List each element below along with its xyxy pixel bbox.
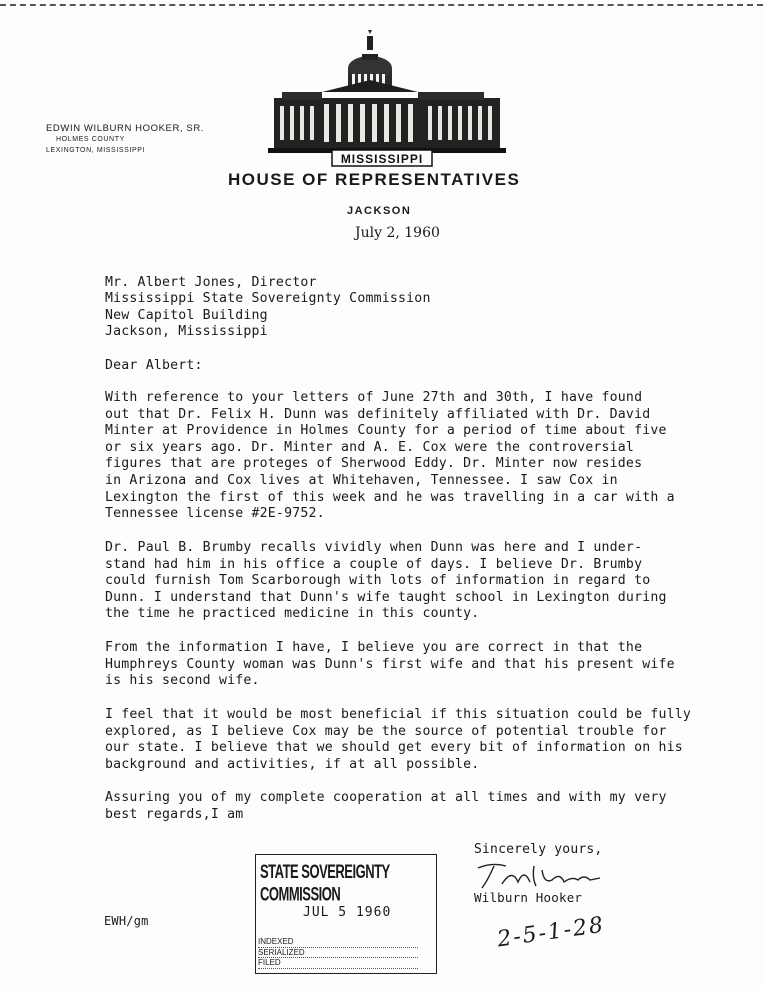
capitol-building-emblem [262,30,512,172]
sender-block [46,123,204,156]
letterhead-city: JACKSON [347,205,412,217]
typist-initials: EWH/gm [104,914,149,928]
salutation: Dear Albert: [105,358,203,373]
text-line: Assuring you of my complete cooperation at all times and with my very [105,790,667,805]
address-line: Mississippi State Sovereignty Commission [105,291,431,307]
address-line: Jackson, Mississippi [105,324,268,340]
handwritten-signature [472,858,612,894]
text-line: Dunn. I understand that Dunn's wife taught school in Lexington during [105,589,667,605]
closing: Sincerely yours, [474,842,603,857]
banner-text: MISSISSIPPI [340,152,424,166]
text-line: Minter at Providence in Holmes County for a period of time about five [105,423,667,439]
handwritten-file-number: 2-5-1-28 [495,912,607,953]
stamp-date: JUL 5 1960 [303,905,392,920]
stamp-row: INDEXED [258,937,418,948]
paragraph-1 [105,390,695,523]
paragraph-3 [105,640,695,690]
text-line: our state. I believe that we should get every bit of information on his [105,740,683,756]
text-line: I feel that it would be most beneficial if this situation could be fully [105,707,692,722]
text-line: Tennessee license #2E-9752. [105,506,325,522]
text-line: out that Dr. Felix H. Dunn was definitely affiliated with Dr. David [105,406,651,422]
text-line: Lexington the first of this week and he was travelling in a car with a [105,489,675,505]
stamp-title: STATE SOVEREIGNTY COMMISSION [260,860,390,905]
text-line: Dr. Paul B. Brumby recalls vividly when Dunn was here and I under- [105,540,643,555]
paragraph-4 [105,707,695,773]
address-line: Mr. Albert Jones, Director [105,275,317,290]
text-line: or six years ago. Dr. Minter and A. E. Cox were the controversial [105,439,635,455]
sender-county: HOLMES COUNTY [56,136,125,143]
address-line: New Capitol Building [105,307,268,323]
received-stamp [246,850,440,978]
paragraph-5 [105,790,695,823]
text-line: From the information I have, I believe you are correct in that the [105,640,643,655]
text-line: the time he practiced medicine in this county. [105,606,480,622]
text-line: is his second wife. [105,673,260,689]
signer-name: Wilburn Hooker [474,890,583,905]
paragraph-2 [105,540,695,623]
text-line: explored, as I believe Cox may be the source of potential trouble for [105,723,667,739]
page-top-border [0,4,763,6]
stamp-row: FILED [258,958,418,969]
text-line: With reference to your letters of June 27th and 30th, I have found [105,390,643,405]
stamp-rows [258,937,418,969]
text-line: could furnish Tom Scarborough with lots of information in regard to [105,573,651,589]
sender-name: EDWIN WILBURN HOOKER, SR. [46,123,205,134]
text-line: Humphreys County woman was Dunn's first wife and that his present wife [105,656,675,672]
recipient-address [105,275,431,341]
text-line: figures that are proteges of Sherwood Eddy. Dr. Minter now resides [105,456,643,472]
text-line: in Arizona and Cox lives at Whitehaven, Tennessee. I saw Cox in [105,472,618,488]
stamp-row: SERIALIZED [258,948,418,959]
text-line: best regards,I am [105,806,244,822]
text-line: background and activities, if at all possible. [105,756,480,772]
letter-date: July 2, 1960 [355,225,440,241]
sender-city: LEXINGTON, MISSISSIPPI [46,147,146,154]
house-title: HOUSE OF REPRESENTATIVES [228,170,521,189]
text-line: stand had him in his office a couple of days. I believe Dr. Brumby [105,556,643,572]
